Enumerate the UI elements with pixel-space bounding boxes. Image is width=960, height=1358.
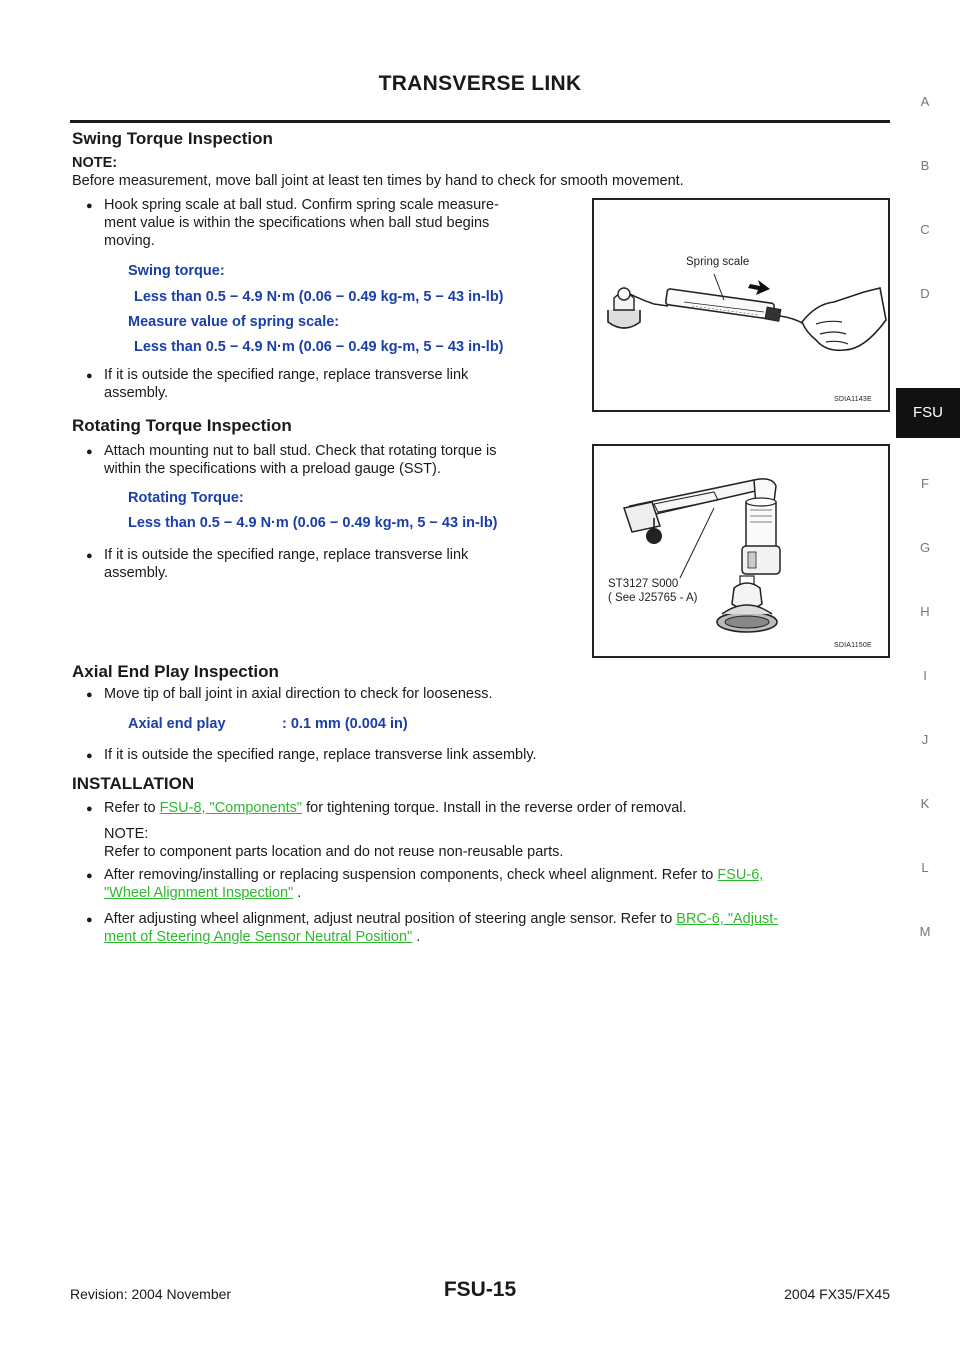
side-tab-g[interactable]: G bbox=[919, 540, 931, 555]
section-heading-rotating-torque: Rotating Torque Inspection bbox=[72, 416, 292, 435]
figure-label-tool-number: ST3127 S000 bbox=[608, 578, 679, 590]
paragraph-line: moving. bbox=[104, 233, 155, 249]
spring-scale-illustration bbox=[594, 200, 888, 410]
note-label: NOTE: bbox=[104, 826, 149, 842]
footer-page-number: FSU-15 bbox=[443, 1278, 517, 1301]
bullet-icon: ● bbox=[86, 200, 93, 212]
side-tab-j[interactable]: J bbox=[921, 732, 929, 747]
side-tab-c[interactable]: C bbox=[920, 222, 930, 237]
bullet-icon: ● bbox=[86, 446, 93, 458]
paragraph-line bbox=[104, 799, 687, 817]
paragraph-line: Hook spring scale at ball stud. Confirm spring scale measure- bbox=[104, 197, 499, 213]
paragraph-line: Move tip of ball joint in axial direction to check for looseness. bbox=[104, 686, 493, 702]
figure-spring-scale bbox=[592, 198, 890, 412]
figure-label-tool-reference: ( See J25765 - A) bbox=[608, 592, 698, 604]
section-heading-axial-end-play: Axial End Play Inspection bbox=[72, 662, 279, 681]
bullet-icon: ● bbox=[86, 750, 93, 762]
spec-label-spring-scale: Measure value of spring scale: bbox=[128, 314, 340, 330]
bullet-icon: ● bbox=[86, 370, 93, 382]
side-tab-m[interactable]: M bbox=[919, 924, 931, 939]
text-run: . bbox=[412, 929, 421, 945]
side-tab-i[interactable]: I bbox=[923, 668, 927, 683]
text-run: After removing/installing or replacing suspension components, check wheel alignment. Refer to bbox=[104, 867, 718, 883]
text-run: . bbox=[293, 885, 302, 901]
page-title: TRANSVERSE LINK bbox=[378, 72, 582, 95]
spec-value-swing-torque: Less than 0.5 − 4.9 N·m (0.06 − 0.49 kg-m, 5 − 43 in-lb) bbox=[134, 289, 504, 305]
paragraph-line: If it is outside the specified range, replace transverse link bbox=[104, 547, 469, 563]
figure-preload-gauge bbox=[592, 444, 890, 658]
side-tab-a[interactable]: A bbox=[920, 94, 930, 109]
title-rule bbox=[70, 120, 890, 123]
bullet-icon: ● bbox=[86, 870, 93, 882]
paragraph-line bbox=[104, 928, 420, 946]
footer-revision: Revision: 2004 November bbox=[70, 1286, 232, 1302]
paragraph-line: If it is outside the specified range, replace transverse link bbox=[104, 367, 469, 383]
spec-label-rotating-torque: Rotating Torque: bbox=[128, 490, 244, 506]
side-tab-d[interactable]: D bbox=[920, 286, 930, 301]
paragraph-line bbox=[104, 866, 890, 884]
paragraph-line: assembly. bbox=[104, 565, 169, 581]
note-label: NOTE: bbox=[72, 155, 118, 171]
section-heading-swing-torque: Swing Torque Inspection bbox=[72, 129, 273, 148]
paragraph-line: ment value is within the specifications when ball stud begins bbox=[104, 215, 490, 231]
link-brc-6[interactable]: BRC-6, "Adjust- bbox=[676, 911, 779, 927]
figure-label-spring-scale: Spring scale bbox=[686, 256, 750, 268]
section-heading-installation: INSTALLATION bbox=[72, 774, 195, 793]
side-tab-k[interactable]: K bbox=[920, 796, 930, 811]
bullet-icon: ● bbox=[86, 550, 93, 562]
text-run: for tightening torque. Install in the reverse order of removal. bbox=[302, 800, 687, 816]
spec-value-axial-end-play: : 0.1 mm (0.004 in) bbox=[282, 716, 408, 732]
bullet-icon: ● bbox=[86, 689, 93, 701]
link-fsu-6[interactable]: FSU-6, bbox=[717, 867, 764, 883]
paragraph-line: assembly. bbox=[104, 385, 169, 401]
paragraph-line: within the specifications with a preload gauge (SST). bbox=[104, 461, 441, 477]
link-wheel-alignment-inspection[interactable]: "Wheel Alignment Inspection" bbox=[104, 885, 294, 901]
spec-value-rotating-torque: Less than 0.5 − 4.9 N·m (0.06 − 0.49 kg-m, 5 − 43 in-lb) bbox=[128, 515, 498, 531]
text-run: Refer to bbox=[104, 800, 160, 816]
spec-value-spring-scale: Less than 0.5 − 4.9 N·m (0.06 − 0.49 kg-m, 5 − 43 in-lb) bbox=[134, 339, 504, 355]
note-text: Before measurement, move ball joint at least ten times by hand to check for smooth movement. bbox=[72, 173, 684, 189]
footer-model: 2004 FX35/FX45 bbox=[784, 1286, 890, 1302]
side-tab-h[interactable]: H bbox=[920, 604, 930, 619]
link-steering-angle-sensor-neutral-position[interactable]: ment of Steering Angle Sensor Neutral Position" bbox=[104, 929, 413, 945]
paragraph-line: If it is outside the specified range, replace transverse link assembly. bbox=[104, 747, 537, 763]
side-tab-l[interactable]: L bbox=[921, 860, 929, 875]
bullet-icon: ● bbox=[86, 803, 93, 815]
bullet-icon: ● bbox=[86, 914, 93, 926]
paragraph-line bbox=[104, 910, 890, 928]
side-tab-fsu-active[interactable]: FSU bbox=[896, 388, 960, 438]
text-run: After adjusting wheel alignment, adjust neutral position of steering angle sensor. Refer to bbox=[104, 911, 677, 927]
paragraph-line: Attach mounting nut to ball stud. Check that rotating torque is bbox=[104, 443, 497, 459]
figure-code: SDIA1143E bbox=[834, 396, 872, 403]
paragraph-line bbox=[104, 884, 301, 902]
side-tab-f[interactable]: F bbox=[921, 476, 929, 491]
link-fsu-8-components[interactable]: FSU-8, "Components" bbox=[159, 800, 303, 816]
spec-label-swing-torque: Swing torque: bbox=[128, 263, 225, 279]
preload-gauge-illustration bbox=[594, 446, 888, 656]
side-tab-b[interactable]: B bbox=[920, 158, 930, 173]
note-text: Refer to component parts location and do not reuse non-reusable parts. bbox=[104, 844, 564, 860]
figure-code: SDIA1150E bbox=[834, 642, 872, 649]
spec-label-axial-end-play: Axial end play bbox=[128, 716, 226, 732]
